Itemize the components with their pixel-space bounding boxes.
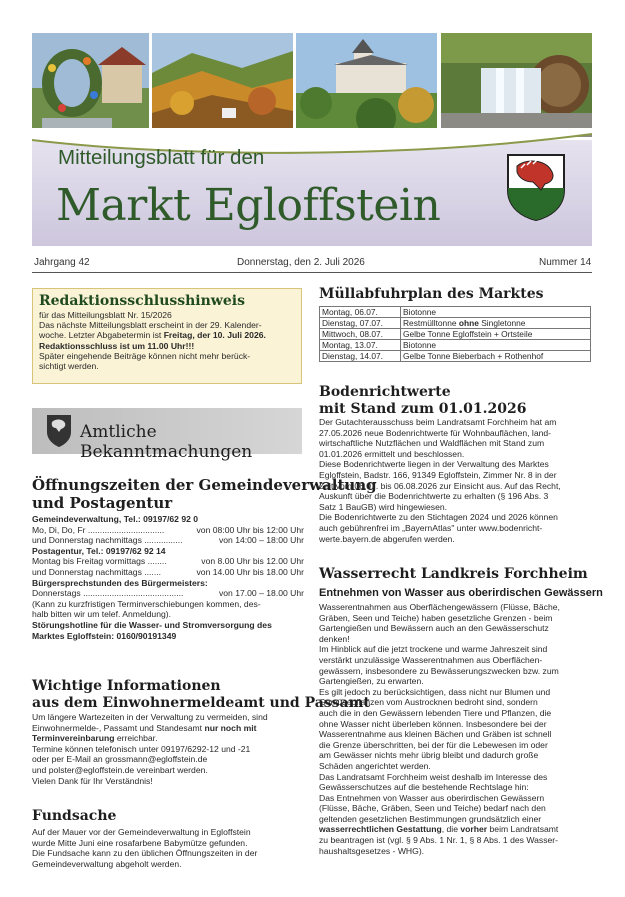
- table-row: Montag, 06.07. Biotonne: [320, 307, 591, 318]
- hours-row: Mo, Di, Do, Fr ................................ von 08:00 Uhr bis 12:00 Uhr: [32, 524, 304, 535]
- water-law-subtitle: Entnehmen von Wasser aus oberirdischen Gewässern: [319, 587, 603, 599]
- mayor-note: halb bitten wir um telef. Anmeldung).: [32, 609, 172, 620]
- town-hall-heading: Gemeindeverwaltung, Tel.: 09197/62 92 0: [32, 514, 199, 524]
- post-agency-heading: Postagentur, Tel.: 09197/62 92 14: [32, 545, 166, 556]
- issue-year: Jahrgang 42: [34, 257, 90, 268]
- official-announcements-banner: [32, 408, 302, 462]
- coat-of-arms-small-icon: [46, 414, 72, 448]
- masthead-subtitle: Mitteilungsblatt für den: [58, 146, 265, 169]
- issue-rule: [32, 272, 592, 273]
- table-row: Dienstag, 14.07. Gelbe Tonne Bieberbach + Rothenhof: [320, 351, 591, 362]
- official-announcements-label: Amtliche Bekanntmachungen: [80, 422, 253, 462]
- water-law-title: Wasserrecht Landkreis Forchheim: [319, 566, 588, 582]
- hours-row: Donnerstags .......................................... von 17.00 – 18.00 Uhr: [32, 588, 304, 599]
- mayor-note: (Kann zu kurzfristigen Terminverschiebungen kommen, des-: [32, 598, 261, 609]
- residents-office-body: Um längere Wartezeiten in der Verwaltung zu vermeiden, sind Einwohnermelde-, Passamt und Standesamt nur noch mit Terminvereinbarung erreichbar. Termine können telefonisch unter 09197/6292-12 und -21 oder per E-Mail an grossmann@egloffstein.de und polster@egloffstein.de vereinbart werden. Vielen Dank für Ihr Verständnis!: [32, 712, 268, 786]
- photo-mill-waterfall: [441, 33, 592, 137]
- hours-row: Montag bis Freitag vormittags ........ von 8.00 Uhr bis 12.00 Uhr: [32, 556, 304, 567]
- opening-hours-title: Öffnungszeiten der Gemeindeverwaltung und Postagentur: [32, 476, 377, 512]
- table-row: Montag, 13.07. Biotonne: [320, 340, 591, 351]
- waste-schedule-table: [319, 306, 591, 362]
- lost-found-body: Auf der Mauer vor der Gemeindeverwaltung in Egloffstein wurde Mitte Juni eine rosafarbene Babymütze gefunden. Die Fundsache kann zu den üblichen Öffnungszeiten in der Gemeindeverwaltung abgeholt werden.: [32, 827, 258, 869]
- table-row: Dienstag, 07.07. Restmülltonne ohne Singletonne: [320, 318, 591, 329]
- issue-date: Donnerstag, den 2. Juli 2026: [237, 257, 365, 268]
- issue-number: Nummer 14: [539, 257, 592, 268]
- deadline-notice-box: [32, 288, 302, 384]
- land-value-title: Bodenrichtwerte mit Stand zum 01.01.2026: [319, 384, 527, 417]
- masthead-title: Markt Egloffstein: [56, 180, 441, 231]
- hotline-line: Störungshotline für die Wasser- und Stromversorgung des: [32, 619, 272, 630]
- notice-line: Das nächste Mitteilungsblatt erscheint in der 29. Kalender-: [39, 320, 262, 331]
- coat-of-arms-icon: [505, 152, 567, 222]
- opening-hours-body: [32, 514, 304, 641]
- hours-row: und Donnerstag nachmittags ................ von 14:00 – 18:00 Uhr: [32, 535, 304, 546]
- photo-easter-fountain: [32, 33, 149, 137]
- notice-line: Redaktionsschluss ist um 11.00 Uhr!!!: [39, 340, 195, 351]
- hours-row: und Donnerstag nachmittags ....... von 14.00 Uhr bis 18.00 Uhr: [32, 566, 304, 577]
- land-value-body: Der Gutachterausschuss beim Landratsamt Forchheim hat am 27.05.2026 neue Bodenrichtwerte für Wohnbauflächen, land- wirtschaftliche Nutzflächen und Waldflächen mit Stand zum 01.01.2026 ermittelt und beschlossen. Diese Bodenrichtwerte liegen in der Verwaltung des Marktes Egloffstein, Badstr. 166, 91349 Egloffstein, Zimmer Nr. 8 in der Zeit vom 06.07. bis 06.08.2026 zur Einsicht aus. Auf das Recht, Auskunft über die Bodenrichtwerte zu erhalten (§ 196 Abs. 3 Satz 1 BauGB) wird hingewiesen. Die Bodenrichtwerte zu den Stichtagen 2024 und 2026 können auch gebührenfrei im „BayernAtlas" unter www.bodenricht- werte.bayern.de abgerufen werden.: [319, 417, 561, 544]
- waste-plan-title: Müllabfuhrplan des Marktes: [319, 286, 544, 302]
- photo-castle: [296, 33, 437, 137]
- notice-title: Redaktionsschlusshinweis: [39, 293, 245, 309]
- photo-autumn-valley: [152, 33, 293, 137]
- residents-office-title: Wichtige Informationen aus dem Einwohnermeldeamt und Passamt: [32, 678, 370, 711]
- notice-line: woche. Letzter Abgabetermin ist Freitag, der 10. Juli 2026.: [39, 330, 266, 341]
- water-law-body: Wasserentnahmen aus Oberflächengewässern (Flüsse, Bäche, Gräben, Seen und Teiche) haben gesetzliche Grenzen - beim Gartengießen und Bewässern auch an den Gewässerschutz denken! Im Hinblick auf die jetzt trockene und warme Jahreszeit sind verstärkt unzulässige Wasserentnahmen aus Oberflächen- gewässern, insbesondere zu Bewässerungszwecken bzw. zum Gartengießen, zu erwarten. Es gilt jedoch zu berücksichtigen, dass nicht nur Blumen und Gemüsepflanzen vom Austrocknen bedroht sind, sondern auch die in den Gewässern lebenden Tiere und Pflanzen, die ohne Wasser nicht überleben können. Insbesondere bei der Wasserentnahme aus kleinen Bächen und Gräben ist schnell die Grenze überschritten, bei der für die Lebewesen im oder am Gewässer nichts mehr übrig bleibt und dadurch große Schäden angerichtet werden. Das Landratsamt Forchheim weist deshalb im Interesse des Gewässerschutzes auf die bestehende Rechtslage hin: Das Entnehmen von Wasser aus oberirdischen Gewässern (Flüsse, Bäche, Gräben, Seen und Teiche) bedarf nach den geltenden gesetzlichen Bestimmungen grundsätzlich einer wasserrechtlichen Gestattung, die vorher beim Landratsamt zu beantragen ist (vgl. § 9 Abs. 1 Nr. 1, § 8 Abs. 1 des Wasser- haushaltsgesetzes - WHG).: [319, 602, 560, 856]
- notice-line: für das Mitteilungsblatt Nr. 15/2026: [39, 310, 172, 320]
- mayor-hours-heading: Bürgersprechstunden des Bürgermeisters:: [32, 577, 208, 588]
- table-row: Mittwoch, 08.07. Gelbe Tonne Egloffstein + Ortsteile: [320, 329, 591, 340]
- notice-line: sichtigt werden.: [39, 361, 99, 372]
- hotline-line: Marktes Egloffstein: 0160/90191349: [32, 630, 177, 641]
- lost-found-title: Fundsache: [32, 808, 117, 824]
- notice-line: Später eingehende Beiträge können nicht mehr berück-: [39, 350, 251, 361]
